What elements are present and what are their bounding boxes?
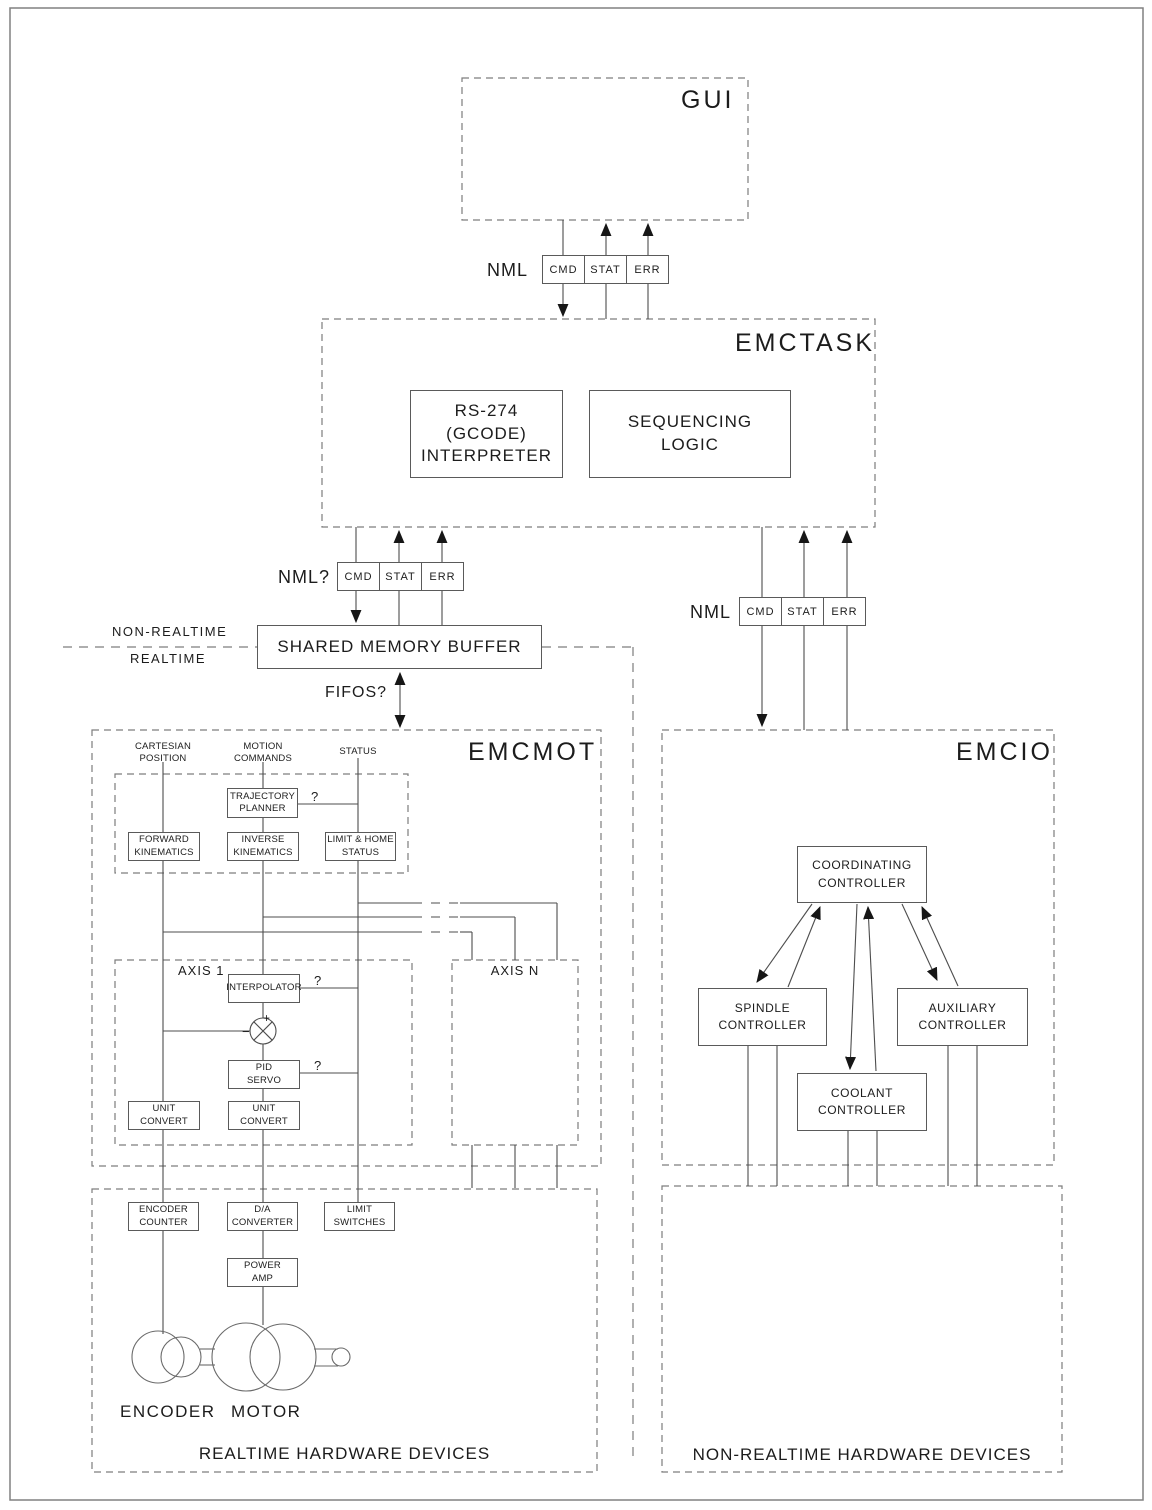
cartesian-line2: POSITION xyxy=(139,752,187,764)
encoder-label: ENCODER xyxy=(120,1402,216,1421)
axisn-title: AXIS N xyxy=(490,963,540,978)
limit-home-line2: STATUS xyxy=(341,846,380,858)
coolant-line2: CONTROLLER xyxy=(817,1103,906,1117)
auxiliary-controller-box xyxy=(897,988,1028,1046)
pid-question-mark: ? xyxy=(314,1058,322,1073)
auxiliary-line1: AUXILIARY xyxy=(928,1000,997,1015)
coordinating-line1: COORDINATING xyxy=(812,858,912,873)
spindle-line1: SPINDLE xyxy=(734,1000,791,1015)
nml-mot-channels xyxy=(337,562,464,591)
limit-switches-line1: LIMIT xyxy=(346,1204,373,1216)
shared-memory-buffer-label: SHARED MEMORY BUFFER xyxy=(277,636,522,656)
realtime-divider xyxy=(63,647,633,1457)
encoder-counter-line1: ENCODER xyxy=(139,1204,188,1216)
gcode-interpreter-box xyxy=(410,390,563,478)
realtime-hardware-box xyxy=(92,1189,597,1472)
cartesian-line1: CARTESIAN xyxy=(135,741,191,752)
coolant-controller-box xyxy=(797,1073,927,1131)
gui-title: GUI xyxy=(681,86,735,114)
power-amp-line2: AMP xyxy=(251,1272,274,1284)
nml-io-err: ERR xyxy=(823,597,866,626)
motion-line1: MOTION xyxy=(243,741,283,752)
limit-switches-line2: SWITCHES xyxy=(333,1216,386,1228)
coordinating-line2: CONTROLLER xyxy=(817,875,906,890)
inverse-line1: INVERSE xyxy=(241,834,285,846)
axis1-title: AXIS 1 xyxy=(178,963,225,978)
pid-line2: SERVO xyxy=(246,1074,282,1086)
shared-memory-buffer xyxy=(257,625,542,669)
pid-servo-box xyxy=(228,1060,300,1089)
unit-convert-mid-box xyxy=(228,1101,300,1130)
inverse-kinematics-box xyxy=(227,832,299,861)
unit-convert-mid-line2: CONVERT xyxy=(240,1115,288,1127)
nml-io-stat: STAT xyxy=(781,597,824,626)
inverse-line2: KINEMATICS xyxy=(233,846,293,858)
motion-line2: COMMANDS xyxy=(233,752,293,764)
unit-convert-left-line2: CONVERT xyxy=(140,1115,188,1127)
emcmot-title: EMCMOT xyxy=(468,738,598,766)
nml-mot-label: NML? xyxy=(278,567,331,587)
unit-convert-mid-line1: UNIT xyxy=(252,1103,276,1115)
sum-plus-sign: + xyxy=(263,1011,271,1025)
gcode-interpreter-line1: RS-274 xyxy=(454,400,519,420)
da-converter-box xyxy=(227,1202,298,1231)
nml-mot-err: ERR xyxy=(421,562,464,591)
interpolator-question-mark: ? xyxy=(314,973,322,988)
realtime-hardware-title: REALTIME HARDWARE DEVICES xyxy=(198,1444,491,1463)
cartesian-position-label xyxy=(123,741,203,765)
nml-gui-channels xyxy=(542,255,669,284)
forward-kinematics-box xyxy=(128,832,200,861)
da-converter-line1: D/A xyxy=(254,1204,271,1216)
limit-home-status-box xyxy=(325,832,396,861)
status-line1: STATUS xyxy=(339,746,377,757)
nml-gui-stat: STAT xyxy=(584,255,627,284)
coordinating-controller-box xyxy=(797,846,927,903)
interpolator-box xyxy=(228,974,300,1003)
axisn-box xyxy=(452,960,578,1145)
nonrealtime-hardware-title: NON-REALTIME HARDWARE DEVICES xyxy=(692,1445,1032,1464)
trajectory-line1: TRAJECTORY xyxy=(230,790,295,802)
non-realtime-label: NON-REALTIME xyxy=(112,624,228,639)
nml-io-cmd: CMD xyxy=(739,597,782,626)
limit-home-line1: LIMIT & HOME xyxy=(327,834,394,846)
nonrealtime-hardware-box xyxy=(662,1186,1062,1472)
emctask-emcio-links xyxy=(762,527,847,730)
sum-minus-sign: − xyxy=(242,1024,250,1039)
auxiliary-line2: CONTROLLER xyxy=(918,1018,1007,1032)
da-converter-line2: CONVERTER xyxy=(231,1216,294,1228)
power-amp-box xyxy=(227,1258,298,1287)
interpolator-label: INTERPOLATOR xyxy=(226,982,302,994)
encoder-counter-line2: COUNTER xyxy=(139,1216,188,1228)
trajectory-line2: PLANNER xyxy=(239,803,286,814)
status-label xyxy=(318,746,398,758)
unit-convert-left-box xyxy=(128,1101,200,1130)
nml-gui-err: ERR xyxy=(626,255,669,284)
realtime-label: REALTIME xyxy=(130,651,207,666)
trajectory-planner-box xyxy=(227,788,298,818)
spindle-controller-box xyxy=(698,988,827,1046)
emcio-title: EMCIO xyxy=(956,738,1053,766)
sequencing-line1: SEQUENCING xyxy=(627,412,753,432)
trajectory-question-mark: ? xyxy=(311,789,319,804)
limit-switches-box xyxy=(324,1202,395,1231)
forward-line1: FORWARD xyxy=(139,834,189,846)
spindle-line2: CONTROLLER xyxy=(718,1018,807,1032)
gcode-interpreter-line2: (GCODE) xyxy=(446,423,527,443)
gcode-interpreter-line3: INTERPRETER xyxy=(421,446,552,466)
emctask-title: EMCTASK xyxy=(735,329,875,357)
nml-mot-cmd: CMD xyxy=(337,562,380,591)
coolant-line1: COOLANT xyxy=(830,1085,894,1100)
encoder-motor-drawing xyxy=(132,1323,350,1391)
forward-line2: KINEMATICS xyxy=(134,846,194,858)
sequencing-line2: LOGIC xyxy=(661,435,719,454)
encoder-counter-box xyxy=(128,1202,199,1231)
nml-mot-stat: STAT xyxy=(379,562,422,591)
power-amp-line1: POWER xyxy=(244,1260,281,1272)
nml-io-channels xyxy=(739,597,866,626)
nml-gui-label: NML xyxy=(487,260,529,280)
motion-commands-label xyxy=(223,741,303,765)
sequencing-logic-box xyxy=(589,390,791,478)
fifos-label: FIFOS? xyxy=(325,684,388,701)
motor-label: MOTOR xyxy=(231,1402,302,1421)
unit-convert-left-line1: UNIT xyxy=(152,1103,176,1115)
pid-line1: PID xyxy=(255,1062,273,1074)
nml-io-label: NML xyxy=(690,602,732,622)
nml-gui-cmd: CMD xyxy=(542,255,585,284)
